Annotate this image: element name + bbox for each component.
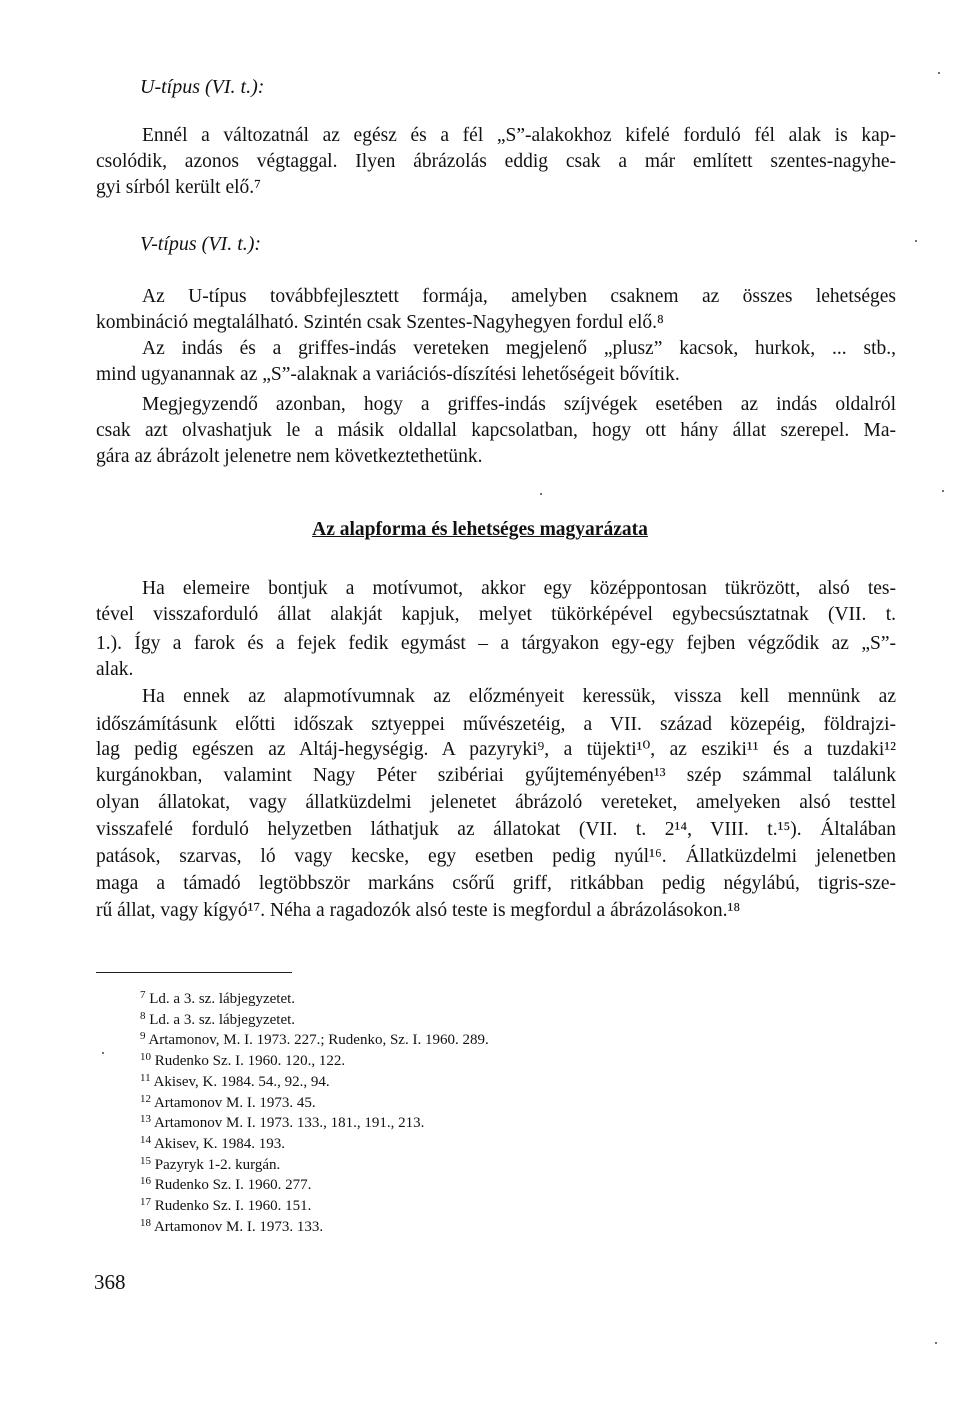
v-line-7: gára az ábrázolt jelenetre nem következtethetünk. <box>96 446 483 467</box>
section-title: Az alapforma és lehetséges magyarázata <box>312 519 648 540</box>
para2-line-2: időszámításunk előtti időszak sztyeppei művészetéig, a VII. század közepéig, földrajzi- <box>96 714 896 735</box>
scan-speck <box>938 72 940 74</box>
footnote-text: Artamonov M. I. 1973. 45. <box>153 1094 316 1111</box>
footnote-number: 13 <box>140 1113 151 1126</box>
u-line-2: csolódik, azonos végtaggal. Ilyen ábrázolás eddig csak a már említett szentes-nagyhe- <box>96 151 896 172</box>
scan-speck <box>102 1052 104 1054</box>
footnote-number: 10 <box>140 1051 151 1064</box>
footnote-text: Ld. a 3. sz. lábjegyzetet. <box>149 1011 296 1028</box>
v-line-1: Az U-típus továbbfejlesztett formája, amelyben csaknem az összes lehetséges <box>142 286 896 307</box>
v-line-4: mind ugyanannak az „S”-alaknak a variációs-díszítési lehetőségeit bővítik. <box>96 364 680 385</box>
v-line-6: csak azt olvashatjuk le a másik oldallal kapcsolatban, hogy ott hány állat szerepel. Ma- <box>96 420 896 441</box>
footnote-text: Rudenko Sz. I. 1960. 151. <box>154 1198 312 1214</box>
footnote-number: 17 <box>140 1196 151 1208</box>
para2-line-6: visszafelé forduló helyzetben láthatjuk az állatokat (VII. t. 2¹⁴, VIII. t.¹⁵). Általában <box>96 819 896 840</box>
footnote-text: Artamonov, M. I. 1973. 227.; Rudenko, Sz. I. 1960. 289. <box>148 1032 489 1049</box>
v-line-2: kombináció megtalálható. Szintén csak Szentes-Nagyhegyen fordul elő.⁸ <box>96 312 664 333</box>
para2-line-8: maga a támadó legtöbbször markáns csőrű griff, ritkábban pedig négylábú, tigris-sze- <box>96 873 896 894</box>
para2-line-3: lag pedig egészen az Altáj-hegységig. A pazyryki⁹, a tüjekti¹⁰, az eszikі¹¹ és a tuzdaki¹² <box>96 739 896 760</box>
v-line-3: Az indás és a griffes-indás vereteken megjelenő „plusz” kacsok, hurkok, ... stb., <box>142 338 896 359</box>
footnote-text: Artamonov M. I. 1973. 133. <box>153 1218 324 1235</box>
scan-speck <box>540 493 542 495</box>
footnote-item <box>140 1213 323 1237</box>
footnote-number: 7 <box>140 989 146 1001</box>
v-line-5: Megjegyzendő azonban, hogy a griffes-indás szíjvégek esetében az indás oldalról <box>142 394 896 415</box>
footnote-text: Pazyryk 1-2. kurgán. <box>154 1156 281 1173</box>
scan-speck <box>915 240 917 242</box>
footnote-text: Rudenko Sz. I. 1960. 120., 122. <box>154 1053 346 1070</box>
footnote-number: 18 <box>140 1216 151 1229</box>
para1-line-2: tével visszaforduló állat alakját kapjuk, melyet tükörképével egybecsúsztatnak (VII. t. <box>96 604 896 625</box>
scan-speck <box>942 490 944 492</box>
footnote-text: Rudenko Sz. I. 1960. 277. <box>154 1177 312 1194</box>
para1-line-3: 1.). Így a farok és a fejek fedik egymást – a tárgyakon egy-egy fejben végződik az „S”- <box>96 633 896 654</box>
para1-line-4: alak. <box>96 659 134 680</box>
footnote-number: 11 <box>140 1071 151 1084</box>
para2-line-4: kurgánokban, valamint Nagy Péter szibériai gyűjteményében¹³ szép számmal találunk <box>96 765 896 786</box>
footnote-text: Akisev, K. 1984. 193. <box>153 1135 286 1152</box>
footnote-number: 9 <box>140 1030 146 1043</box>
footnote-number: 8 <box>140 1009 146 1022</box>
v-type-heading: V-típus (VI. t.): <box>140 233 262 255</box>
scan-speck <box>935 1342 937 1344</box>
footnote-number: 12 <box>140 1092 151 1105</box>
u-line-3: gyi sírból került elő.⁷ <box>96 177 261 198</box>
para1-line-1: Ha elemeire bontjuk a motívumot, akkor egy középpontosan tükrözött, alsó tes- <box>142 578 896 599</box>
footnote-number: 15 <box>140 1154 151 1167</box>
u-type-heading: U-típus (VI. t.): <box>140 76 265 98</box>
footnote-number: 14 <box>140 1133 151 1146</box>
u-line-1: Ennél a változatnál az egész és a fél „S”-alakokhoz kifelé forduló fél alak is kap- <box>142 125 896 146</box>
para2-line-7: patások, szarvas, ló vagy kecske, egy esetben pedig nyúl¹⁶. Állatküzdelmi jelenetben <box>96 846 896 867</box>
para2-line-9: rű állat, vagy kígyó¹⁷. Néha a ragadozók alsó teste is megfordul a ábrázolásokon.¹⁸ <box>96 900 741 921</box>
footnote-number: 16 <box>140 1175 151 1188</box>
para2-line-5: olyan állatokat, vagy állatküzdelmi jelenetet ábrázoló vereteket, amelyeken alsó testtel <box>96 792 896 813</box>
page-number: 368 <box>94 1270 126 1294</box>
footnote-separator <box>96 972 292 973</box>
footnote-text: Akisev, K. 1984. 54., 92., 94. <box>153 1073 330 1090</box>
footnote-text: Artamonov M. I. 1973. 133., 181., 191., 213. <box>153 1115 425 1132</box>
para2-line-1: Ha ennek az alapmotívumnak az előzményeit keressük, vissza kell mennünk az <box>142 686 896 707</box>
footnote-text: Ld. a 3. sz. lábjegyzetet. <box>149 991 296 1007</box>
